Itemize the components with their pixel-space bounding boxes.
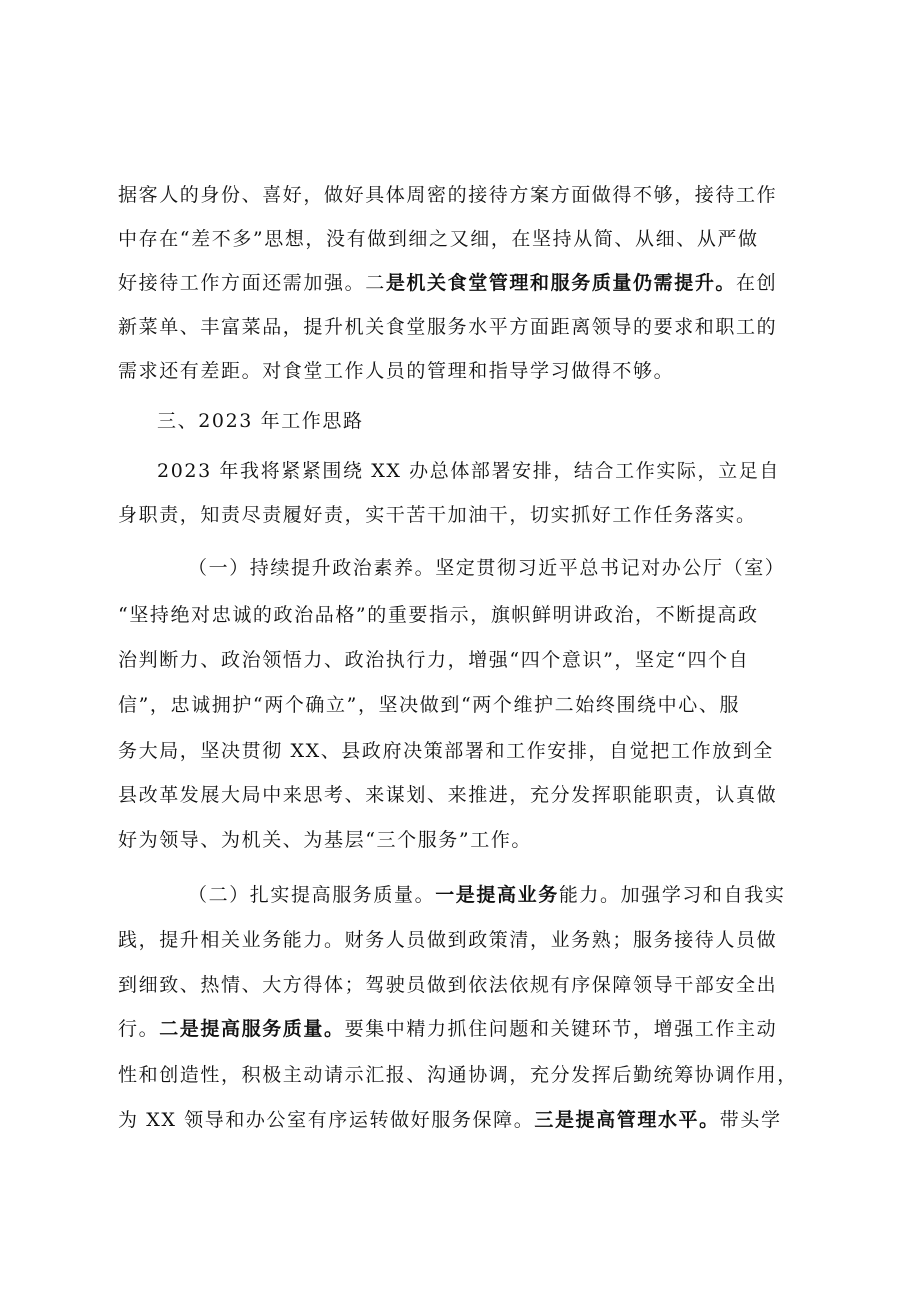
text-segment: 需求还有差距。对食堂工作人员的管理和指导学习做得不够。 (118, 360, 675, 382)
text-segment: 治判断力、政治领悟力、政治执行力，增强“四个意识”，坚定“四个自 (118, 649, 750, 671)
text-segment: 新菜单、丰富菜品，提升机关食堂服务水平方面距离领导的要求和职工的 (118, 316, 778, 338)
text-segment: “坚持绝对忠诚的政治品格”的重要指示，旗帜鲜明讲政治，不断提高政 (118, 604, 759, 626)
text-segment: 为 XX 领导和办公室有序运转做好服务保障。 (118, 1109, 535, 1131)
text-line (118, 777, 808, 814)
text-line (118, 497, 808, 534)
text-segment: 好为领导、为机关、为基层“三个服务”工作。 (118, 829, 533, 851)
text-segment: 2023 年我将紧紧围绕 XX 办总体部署安排，结合工作实际，立足自 (157, 460, 780, 482)
text-segment: 中存在“差不多”思想，没有做到细之又细，在坚持从简、从细、从严做 (118, 228, 759, 250)
text-line (118, 922, 808, 959)
text-line (118, 733, 808, 770)
text-segment: 带头学 (719, 1109, 782, 1131)
text-line (118, 265, 808, 302)
text-segment: 身职责，知责尽责履好责，实干苦干加油干，切实抓好工作任务落实。 (118, 504, 757, 526)
text-segment: 践，提升相关业务能力。财务人员做到政策清，业务熟；服务接待人员做 (118, 929, 778, 951)
text-line (118, 967, 808, 1004)
text-line (118, 642, 808, 679)
text-segment: 信”，忠诚拥护“两个确立”，坚决做到“两个维护二始终围绕中心、服 (118, 694, 741, 716)
text-segment: （一）持续提升政治素养。坚定贯彻习近平总书记对办公厅（室） (188, 557, 786, 579)
text-segment: 务大局，坚决贯彻 XX、县政府决策部署和工作安排，自觉把工作放到全 (118, 740, 774, 762)
text-segment: （二）扎实提高服务质量。 (188, 884, 436, 906)
text-segment: 据客人的身份、喜好，做好具体周密的接待方案方面做得不够，接待工作 (118, 184, 778, 206)
text-segment: 性和创造性，积极主动请示汇报、沟通协调，充分发挥后勤统筹协调作用， (118, 1064, 798, 1086)
bold-text-segment: 一是提高业务 (435, 884, 559, 906)
text-line (118, 453, 808, 490)
text-line (118, 403, 808, 440)
text-line (118, 309, 808, 346)
text-segment: 到细致、热情、大方得体；驾驶员做到依法依规有序保障领导干部安全出 (118, 974, 778, 996)
text-segment: 好接待工作方面还需加强。二 (118, 272, 386, 294)
text-line (118, 177, 808, 214)
text-line (118, 597, 808, 634)
text-line (118, 1102, 808, 1139)
text-line (118, 687, 808, 724)
text-segment: 要集中精力抓住问题和关键环节，增强工作主动 (344, 1018, 778, 1040)
text-line (118, 1057, 808, 1094)
text-segment: 能力。加强学习和自我实 (558, 884, 786, 906)
text-line (118, 877, 808, 914)
text-segment: 县改革发展大局中来思考、来谋划、来推进，充分发挥职能职责，认真做 (118, 784, 778, 806)
text-line (118, 353, 808, 390)
text-line (118, 550, 808, 587)
text-segment: 三、2023 年工作思路 (157, 410, 364, 432)
bold-text-segment: 是机关食堂管理和服务质量仍需提升。 (385, 272, 737, 294)
bold-text-segment: 三是提高管理水平。 (534, 1109, 720, 1131)
text-line (118, 221, 808, 258)
text-segment: 行。 (118, 1018, 160, 1040)
text-segment: 在创 (736, 272, 778, 294)
bold-text-segment: 二是提高服务质量。 (159, 1018, 345, 1040)
text-line (118, 1011, 808, 1048)
text-line (118, 822, 808, 859)
